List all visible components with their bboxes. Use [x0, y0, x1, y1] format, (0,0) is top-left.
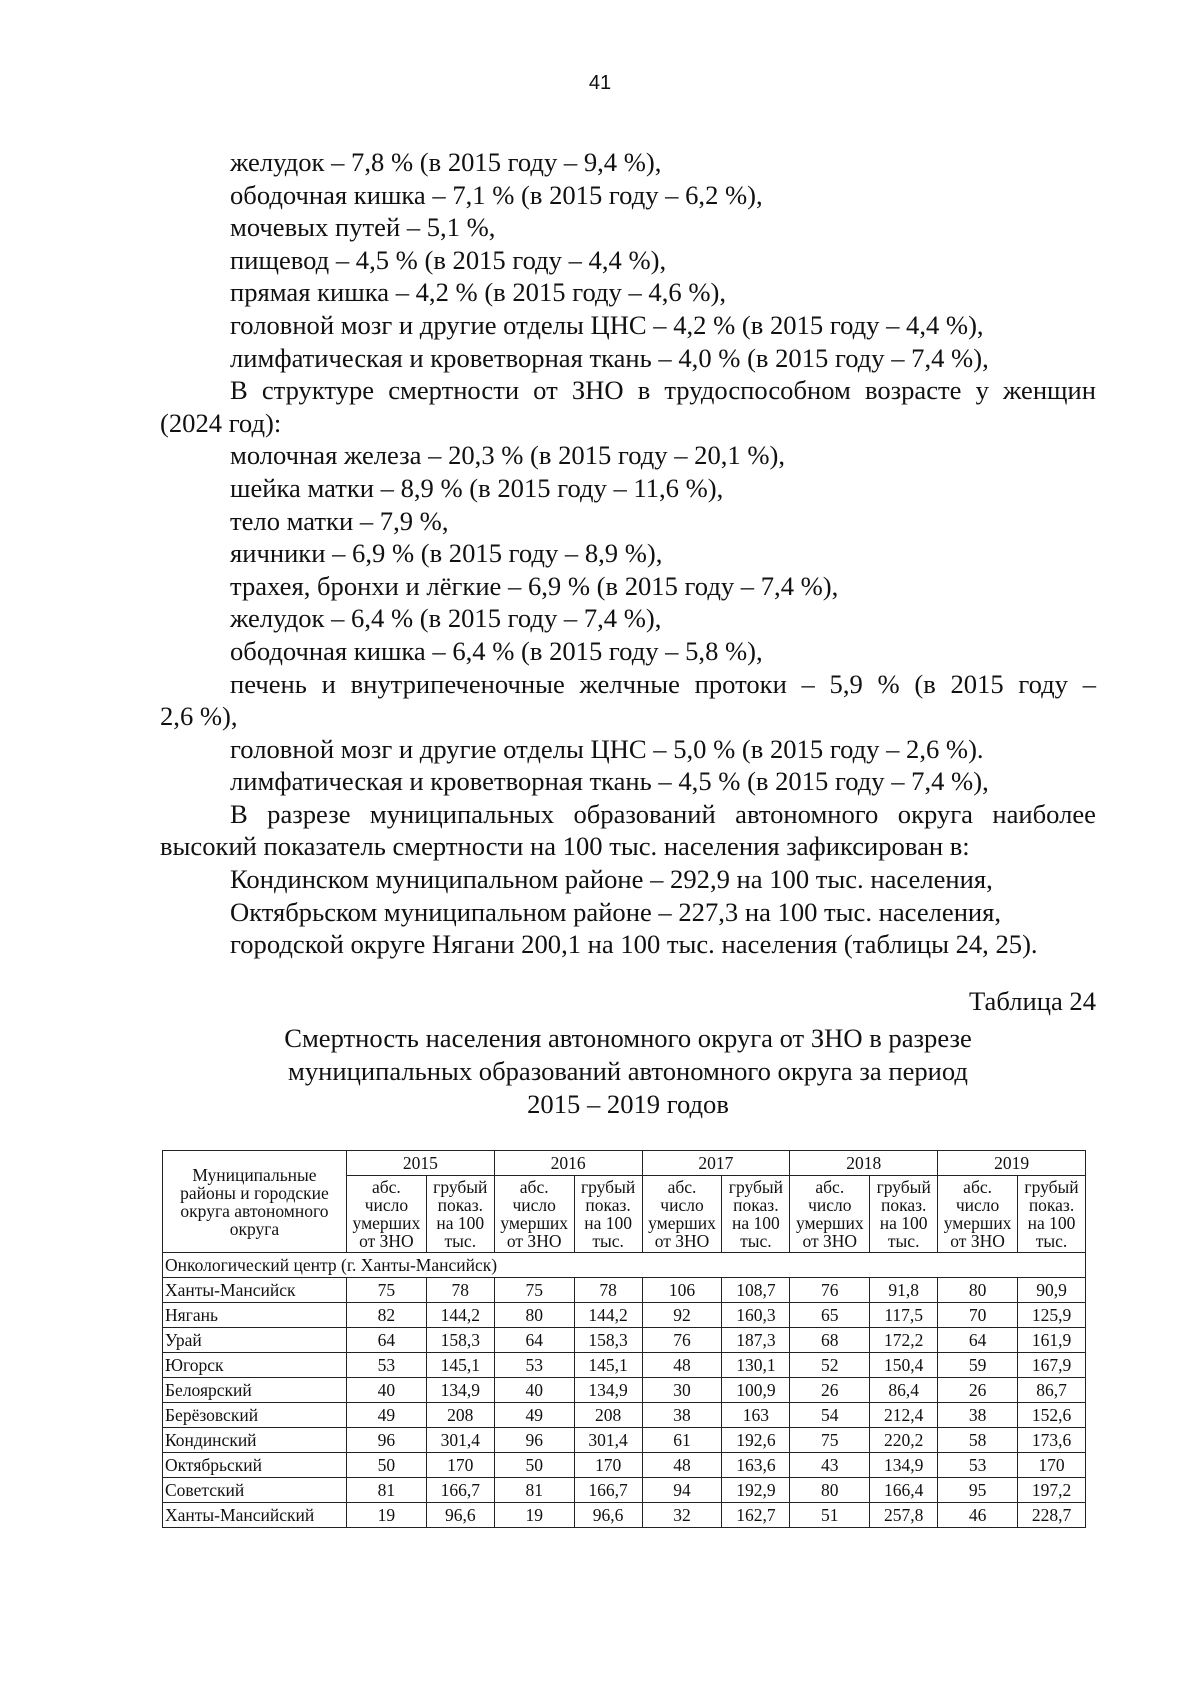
table-cell: 162,7	[722, 1503, 790, 1528]
rate-header: грубый показ. на 100 тыс.	[574, 1176, 642, 1253]
table-cell: 108,7	[722, 1278, 790, 1303]
table-cell: 150,4	[870, 1353, 938, 1378]
region-name: Ханты-Мансийск	[163, 1278, 347, 1303]
abs-count-header: абс. число умерших от ЗНО	[642, 1176, 722, 1253]
rate-header: грубый показ. на 100 тыс.	[870, 1176, 938, 1253]
region-name: Кондинский	[163, 1428, 347, 1453]
table-row	[163, 1353, 1086, 1378]
abs-count-header: абс. число умерших от ЗНО	[346, 1176, 426, 1253]
table-cell: 228,7	[1018, 1503, 1086, 1528]
paragraph-line: прямая кишка – 4,2 % (в 2015 году – 4,6 %),	[230, 277, 726, 308]
paragraph-line: тело матки – 7,9 %,	[230, 505, 449, 536]
paragraph-line: мочевых путей – 5,1 %,	[230, 212, 496, 243]
table-cell: 58	[938, 1428, 1018, 1453]
table-cell: 30	[642, 1378, 722, 1403]
table-cell: 96	[494, 1428, 574, 1453]
table-cell: 301,4	[426, 1428, 494, 1453]
table-cell: 82	[346, 1303, 426, 1328]
table-cell: 80	[790, 1478, 870, 1503]
region-name: Урай	[163, 1328, 347, 1353]
region-name: Советский	[163, 1478, 347, 1503]
table-cell: 26	[790, 1378, 870, 1403]
table-cell: 134,9	[574, 1378, 642, 1403]
table-cell: 75	[346, 1278, 426, 1303]
table-cell: 160,3	[722, 1303, 790, 1328]
region-name: Нягань	[163, 1303, 347, 1328]
table-cell: 208	[426, 1403, 494, 1428]
table-cell: 90,9	[1018, 1278, 1086, 1303]
table-row	[163, 1428, 1086, 1453]
table-cell: 145,1	[574, 1353, 642, 1378]
table-cell: 100,9	[722, 1378, 790, 1403]
table-cell: 78	[574, 1278, 642, 1303]
table-cell: 40	[346, 1378, 426, 1403]
table-cell: 64	[494, 1328, 574, 1353]
body-text	[160, 146, 1096, 961]
table-cell: 43	[790, 1453, 870, 1478]
table-cell: 81	[494, 1478, 574, 1503]
paragraph-line: желудок – 7,8 % (в 2015 году – 9,4 %),	[230, 147, 662, 177]
table-row	[163, 1303, 1086, 1328]
region-name: Югорск	[163, 1353, 347, 1378]
abs-count-header: абс. число умерших от ЗНО	[790, 1176, 870, 1253]
table-cell: 80	[494, 1303, 574, 1328]
table-cell: 78	[426, 1278, 494, 1303]
table-cell: 91,8	[870, 1278, 938, 1303]
table-cell: 166,4	[870, 1478, 938, 1503]
group-row-label: Онкологический центр (г. Ханты-Мансийск)	[163, 1253, 1086, 1278]
table-title	[160, 1022, 1096, 1121]
table-cell: 172,2	[870, 1328, 938, 1353]
table-title-line: 2015 – 2019 годов	[527, 1089, 729, 1119]
table-cell: 212,4	[870, 1403, 938, 1428]
table-body	[163, 1253, 1086, 1528]
table-cell: 76	[790, 1278, 870, 1303]
table-cell: 49	[346, 1403, 426, 1428]
year-header: 2019	[938, 1151, 1086, 1176]
table-cell: 152,6	[1018, 1403, 1086, 1428]
table-cell: 38	[938, 1403, 1018, 1428]
table-cell: 144,2	[426, 1303, 494, 1328]
abs-count-header: абс. число умерших от ЗНО	[938, 1176, 1018, 1253]
paragraph-line: желудок – 6,4 % (в 2015 году – 7,4 %),	[230, 603, 662, 634]
table-row	[163, 1403, 1086, 1428]
table-cell: 94	[642, 1478, 722, 1503]
table-cell: 48	[642, 1453, 722, 1478]
table-cell: 163	[722, 1403, 790, 1428]
paragraph-line: Кондинском муниципальном районе – 292,9 на 100 тыс. населения,	[230, 864, 993, 895]
table-cell: 134,9	[426, 1378, 494, 1403]
table-cell: 166,7	[426, 1478, 494, 1503]
table-label: Таблица 24	[968, 986, 1096, 1016]
table-cell: 130,1	[722, 1353, 790, 1378]
table-cell: 145,1	[426, 1353, 494, 1378]
year-header: 2016	[494, 1151, 642, 1176]
table-cell: 52	[790, 1353, 870, 1378]
paragraph-line: В структуре смертности от ЗНО в трудоспособном возрасте у женщин	[230, 375, 1096, 406]
table-cell: 170	[426, 1453, 494, 1478]
table-cell: 220,2	[870, 1428, 938, 1453]
table-cell: 19	[494, 1503, 574, 1528]
page-number: 41	[588, 72, 612, 94]
table-cell: 170	[574, 1453, 642, 1478]
table-cell: 96,6	[574, 1503, 642, 1528]
table-cell: 59	[938, 1353, 1018, 1378]
table-header	[163, 1151, 1086, 1253]
table-cell: 197,2	[1018, 1478, 1086, 1503]
table-cell: 257,8	[870, 1503, 938, 1528]
table-cell: 64	[938, 1328, 1018, 1353]
region-column-header: Муниципальные районы и городские округа автономного округа	[163, 1151, 347, 1253]
paragraph-line: Октябрьском муниципальном районе – 227,3 на 100 тыс. населения,	[230, 896, 1002, 927]
region-name: Берёзовский	[163, 1403, 347, 1428]
table-cell: 38	[642, 1403, 722, 1428]
table-cell: 50	[494, 1453, 574, 1478]
paragraph-line: молочная железа – 20,3 % (в 2015 году – 20,1 %),	[230, 440, 786, 471]
table-cell: 53	[346, 1353, 426, 1378]
table-cell: 75	[494, 1278, 574, 1303]
table-row	[163, 1478, 1086, 1503]
table-cell: 76	[642, 1328, 722, 1353]
table-cell: 134,9	[870, 1453, 938, 1478]
table-cell: 51	[790, 1503, 870, 1528]
table-cell: 53	[938, 1453, 1018, 1478]
table-row	[163, 1503, 1086, 1528]
table-row	[163, 1453, 1086, 1478]
table-row	[163, 1378, 1086, 1403]
table-row	[163, 1278, 1086, 1303]
rate-header: грубый показ. на 100 тыс.	[1018, 1176, 1086, 1253]
mortality-table	[162, 1150, 1086, 1528]
table-cell: 26	[938, 1378, 1018, 1403]
table-cell: 192,6	[722, 1428, 790, 1453]
paragraph-line: печень и внутрипеченочные желчные протоки – 5,9 % (в 2015 году –	[230, 668, 1096, 699]
paragraph-line: пищевод – 4,5 % (в 2015 году – 4,4 %),	[230, 244, 667, 275]
table-cell: 158,3	[574, 1328, 642, 1353]
table-cell: 187,3	[722, 1328, 790, 1353]
abs-count-header: абс. число умерших от ЗНО	[494, 1176, 574, 1253]
table-cell: 86,4	[870, 1378, 938, 1403]
table-cell: 40	[494, 1378, 574, 1403]
table-row	[163, 1328, 1086, 1353]
table-cell: 32	[642, 1503, 722, 1528]
rate-header: грубый показ. на 100 тыс.	[722, 1176, 790, 1253]
table-cell: 64	[346, 1328, 426, 1353]
paragraph-line: (2024 год):	[160, 407, 282, 438]
table-cell: 117,5	[870, 1303, 938, 1328]
year-header: 2017	[642, 1151, 790, 1176]
year-header: 2018	[790, 1151, 938, 1176]
table-cell: 95	[938, 1478, 1018, 1503]
rate-header: грубый показ. на 100 тыс.	[426, 1176, 494, 1253]
table-cell: 48	[642, 1353, 722, 1378]
table-cell: 161,9	[1018, 1328, 1086, 1353]
paragraph-line: лимфатическая и кроветворная ткань – 4,0 % (в 2015 году – 7,4 %),	[230, 342, 989, 373]
paragraph-line: трахея, бронхи и лёгкие – 6,9 % (в 2015 году – 7,4 %),	[230, 570, 839, 601]
table-cell: 80	[938, 1278, 1018, 1303]
table-cell: 192,9	[722, 1478, 790, 1503]
table-cell: 92	[642, 1303, 722, 1328]
region-name: Ханты-Мансийский	[163, 1503, 347, 1528]
table-cell: 19	[346, 1503, 426, 1528]
table-cell: 61	[642, 1428, 722, 1453]
year-header: 2015	[346, 1151, 494, 1176]
paragraph-line: городской округе Нягани 200,1 на 100 тыс. населения (таблицы 24, 25).	[230, 929, 1038, 960]
table-title-line: муниципальных образований автономного округа за период	[288, 1056, 968, 1086]
table-cell: 125,9	[1018, 1303, 1086, 1328]
table-cell: 75	[790, 1428, 870, 1453]
table-cell: 106	[642, 1278, 722, 1303]
region-name: Белоярский	[163, 1378, 347, 1403]
table-cell: 65	[790, 1303, 870, 1328]
table-cell: 167,9	[1018, 1353, 1086, 1378]
region-name: Октябрьский	[163, 1453, 347, 1478]
paragraph-line: яичники – 6,9 % (в 2015 году – 8,9 %),	[230, 538, 663, 569]
paragraph-line: ободочная кишка – 7,1 % (в 2015 году – 6,2 %),	[230, 179, 763, 210]
table-cell: 166,7	[574, 1478, 642, 1503]
paragraph-line: ободочная кишка – 6,4 % (в 2015 году – 5,8 %),	[230, 635, 763, 666]
table-title-line: Смертность населения автономного округа от ЗНО в разрезе	[284, 1023, 972, 1053]
table-cell: 49	[494, 1403, 574, 1428]
table-cell: 86,7	[1018, 1378, 1086, 1403]
paragraph-line: высокий показатель смертности на 100 тыс. населения зафиксирован в:	[160, 831, 970, 862]
table-cell: 173,6	[1018, 1428, 1086, 1453]
table-cell: 53	[494, 1353, 574, 1378]
paragraph-line: шейка матки – 8,9 % (в 2015 году – 11,6 %),	[230, 472, 724, 503]
paragraph-line: головной мозг и другие отделы ЦНС – 4,2 % (в 2015 году – 4,4 %),	[230, 309, 984, 340]
paragraph-line: лимфатическая и кроветворная ткань – 4,5 % (в 2015 году – 7,4 %),	[230, 766, 989, 797]
table-cell: 81	[346, 1478, 426, 1503]
paragraph-line: В разрезе муниципальных образований автономного округа наиболее	[230, 798, 1096, 829]
table-cell: 50	[346, 1453, 426, 1478]
table-cell: 301,4	[574, 1428, 642, 1453]
table-cell: 68	[790, 1328, 870, 1353]
table-cell: 96,6	[426, 1503, 494, 1528]
table-cell: 96	[346, 1428, 426, 1453]
table-cell: 170	[1018, 1453, 1086, 1478]
table-cell: 208	[574, 1403, 642, 1428]
paragraph-line: головной мозг и другие отделы ЦНС – 5,0 % (в 2015 году – 2,6 %).	[230, 733, 984, 764]
table-cell: 158,3	[426, 1328, 494, 1353]
table-cell: 163,6	[722, 1453, 790, 1478]
table-cell: 46	[938, 1503, 1018, 1528]
table-cell: 144,2	[574, 1303, 642, 1328]
paragraph-line: 2,6 %),	[160, 701, 238, 732]
table-cell: 54	[790, 1403, 870, 1428]
table-cell: 70	[938, 1303, 1018, 1328]
